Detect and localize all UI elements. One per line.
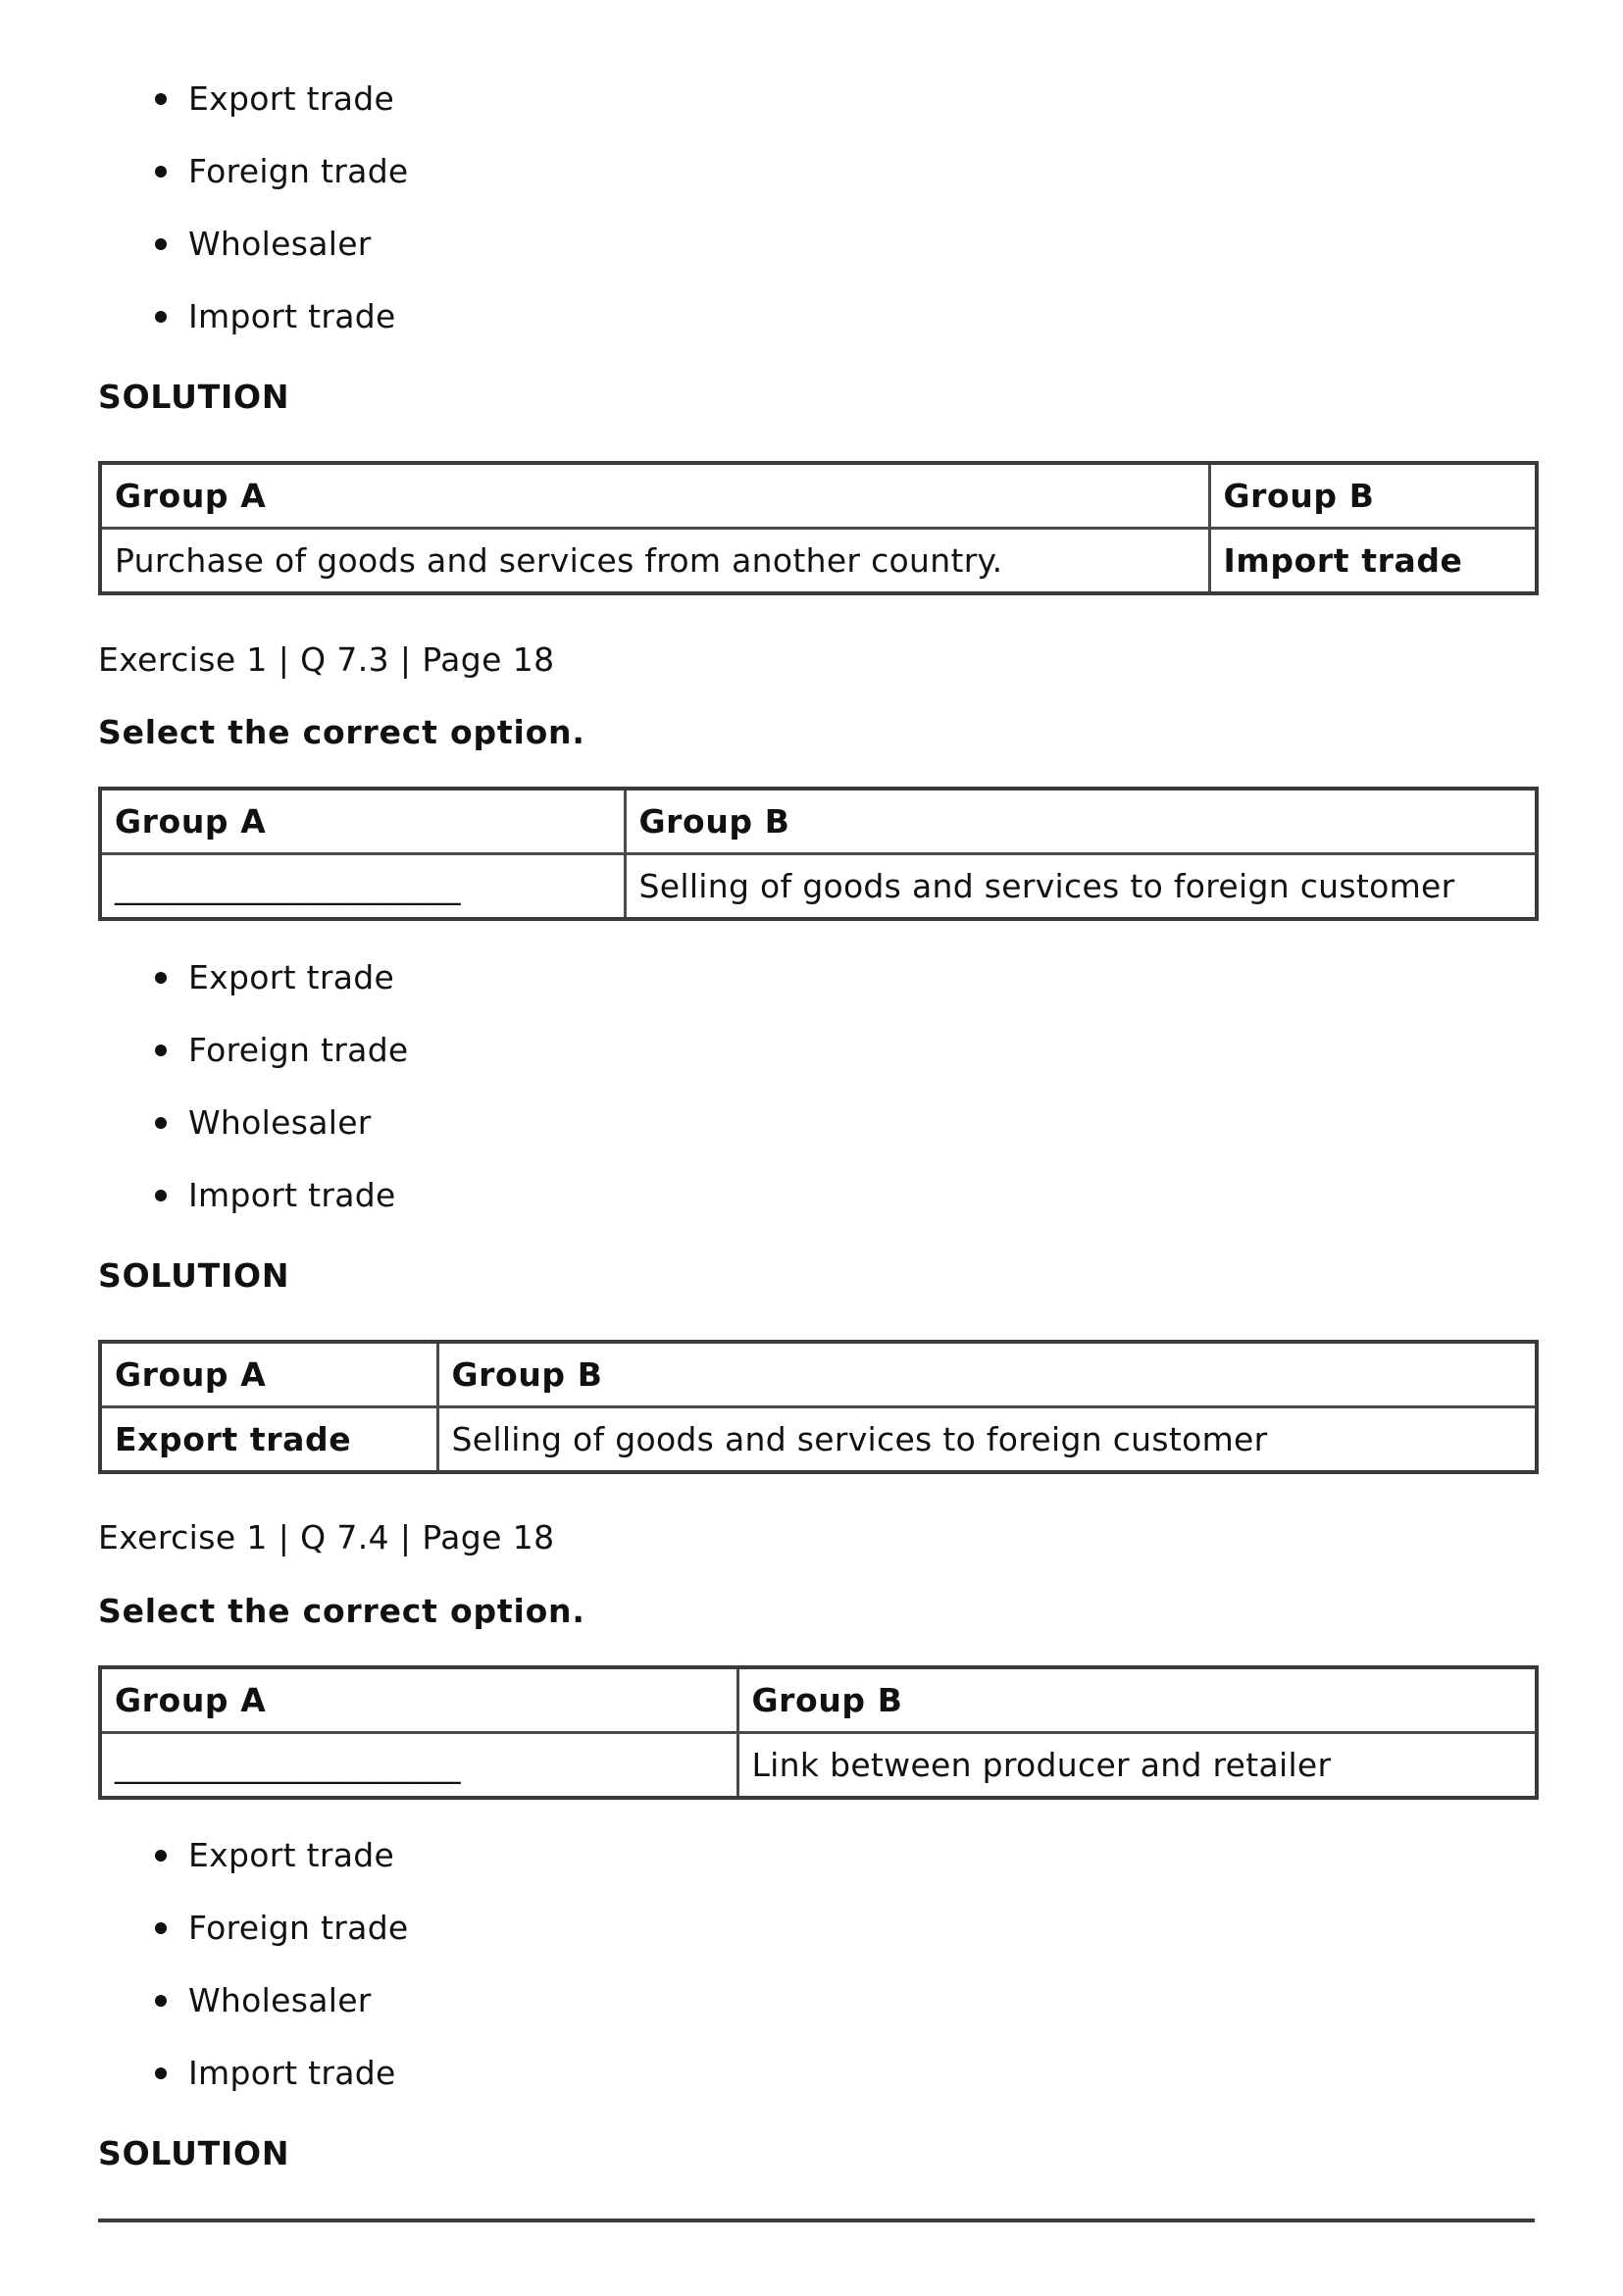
option-item bbox=[98, 1819, 1535, 1892]
option-item bbox=[98, 208, 1535, 281]
solution-heading: SOLUTION bbox=[98, 378, 290, 416]
question-prompt: Select the correct option. bbox=[98, 713, 585, 751]
table-cell: Selling of goods and services to foreign customer bbox=[625, 854, 1537, 920]
solution-heading: SOLUTION bbox=[98, 2134, 290, 2172]
table-row bbox=[100, 854, 1537, 920]
option-list bbox=[98, 942, 1535, 1232]
exercise-reference: Exercise 1 | Q 7.4 | Page 18 bbox=[98, 1518, 555, 1556]
table-header-cell: Group A bbox=[100, 463, 1209, 529]
bullet-icon bbox=[155, 166, 167, 178]
option-item bbox=[98, 1964, 1535, 2037]
exercise-reference: Exercise 1 | Q 7.3 | Page 18 bbox=[98, 640, 555, 679]
table-top-border bbox=[98, 2219, 1535, 2222]
bullet-icon bbox=[155, 93, 167, 105]
table-header-cell: Group B bbox=[737, 1667, 1537, 1733]
bullet-icon bbox=[155, 311, 167, 323]
bullet-icon bbox=[155, 1922, 167, 1934]
table-header-cell: Group B bbox=[625, 789, 1537, 854]
table-answer-cell: Import trade bbox=[1209, 529, 1537, 594]
option-label: Foreign trade bbox=[188, 1909, 409, 1947]
option-item bbox=[98, 1892, 1535, 1964]
option-label: Import trade bbox=[188, 297, 396, 335]
option-item bbox=[98, 2037, 1535, 2110]
question-prompt: Select the correct option. bbox=[98, 1592, 585, 1630]
table-header-cell: Group A bbox=[100, 1667, 737, 1733]
bullet-icon bbox=[155, 1995, 167, 2007]
table-header-row bbox=[100, 1342, 1537, 1407]
option-list bbox=[98, 1819, 1535, 2110]
option-list bbox=[98, 63, 1535, 353]
table-row bbox=[100, 529, 1537, 594]
option-item bbox=[98, 63, 1535, 135]
table-row bbox=[100, 1407, 1537, 1473]
option-label: Export trade bbox=[188, 958, 395, 996]
solution-table bbox=[98, 1340, 1535, 1474]
table-header-cell: Group A bbox=[100, 1342, 437, 1407]
option-item bbox=[98, 135, 1535, 208]
option-label: Import trade bbox=[188, 2054, 396, 2092]
table-header-row bbox=[100, 463, 1537, 529]
bullet-icon bbox=[155, 1190, 167, 1201]
question-table bbox=[98, 1665, 1535, 1800]
bullet-icon bbox=[155, 2067, 167, 2079]
table-answer-cell: Export trade bbox=[100, 1407, 437, 1473]
option-label: Import trade bbox=[188, 1176, 396, 1214]
option-item bbox=[98, 942, 1535, 1014]
table-cell: Selling of goods and services to foreign customer bbox=[437, 1407, 1537, 1473]
table-header-cell: Group B bbox=[1209, 463, 1537, 529]
solution-table bbox=[98, 461, 1535, 595]
table-header-cell: Group B bbox=[437, 1342, 1537, 1407]
option-label: Wholesaler bbox=[188, 1103, 372, 1142]
table-cell: Purchase of goods and services from another country. bbox=[100, 529, 1209, 594]
option-label: Export trade bbox=[188, 79, 395, 118]
option-label: Foreign trade bbox=[188, 152, 409, 190]
bullet-icon bbox=[155, 1045, 167, 1056]
option-label: Wholesaler bbox=[188, 225, 372, 263]
option-item bbox=[98, 1159, 1535, 1232]
option-label: Export trade bbox=[188, 1836, 395, 1874]
table-header-row bbox=[100, 1667, 1537, 1733]
option-label: Wholesaler bbox=[188, 1981, 372, 2019]
table-row bbox=[100, 1733, 1537, 1799]
solution-heading: SOLUTION bbox=[98, 1256, 290, 1295]
option-label: Foreign trade bbox=[188, 1031, 409, 1069]
blank-cell: _____________________ bbox=[100, 1733, 737, 1799]
table-cell: Link between producer and retailer bbox=[737, 1733, 1537, 1799]
option-item bbox=[98, 1014, 1535, 1087]
option-item bbox=[98, 1087, 1535, 1159]
option-item bbox=[98, 281, 1535, 353]
bullet-icon bbox=[155, 972, 167, 984]
question-table bbox=[98, 787, 1535, 921]
bullet-icon bbox=[155, 1117, 167, 1129]
table-header-row bbox=[100, 789, 1537, 854]
blank-cell: _____________________ bbox=[100, 854, 625, 920]
bullet-icon bbox=[155, 238, 167, 250]
bullet-icon bbox=[155, 1850, 167, 1862]
table-header-cell: Group A bbox=[100, 789, 625, 854]
